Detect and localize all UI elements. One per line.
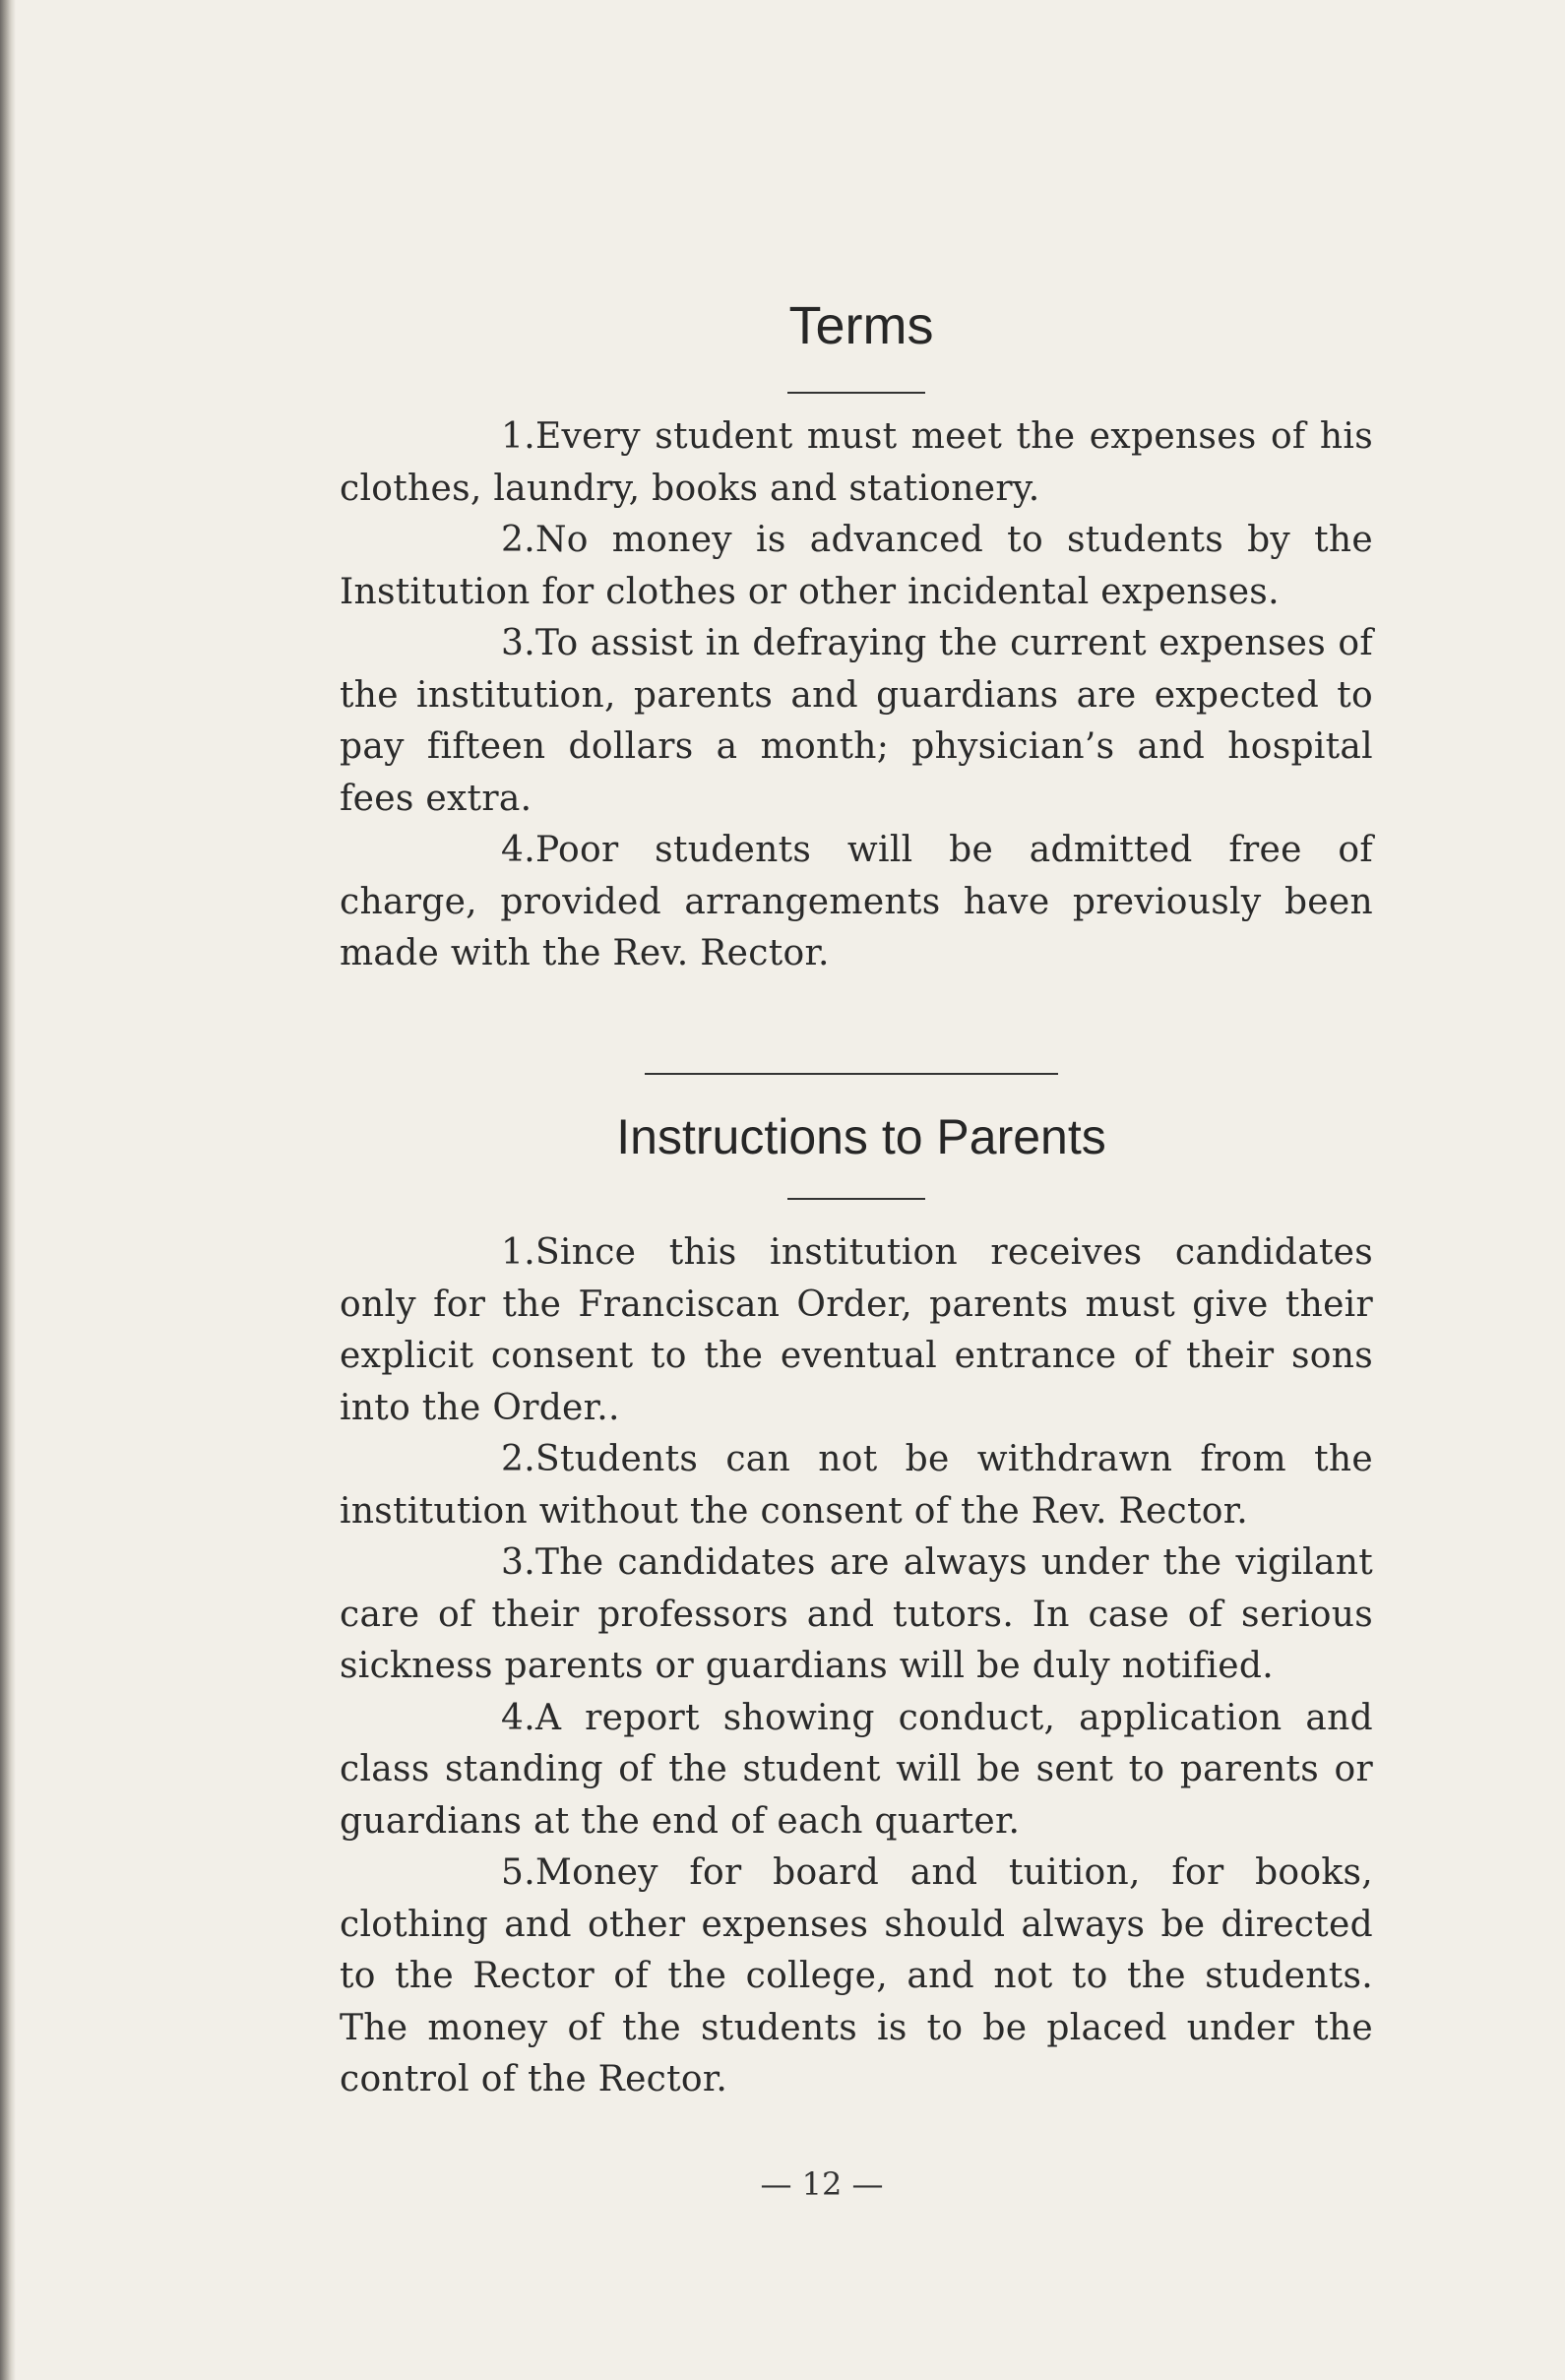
item-text: A report showing conduct, application and class standing of the student will be sent to parents or guardians at the end of each quarter.: [340, 1697, 1373, 1842]
terms-item-2: [340, 515, 1373, 618]
item-number: 4.: [501, 830, 535, 870]
instructions-item-5: [340, 1848, 1373, 2106]
instructions-list: [340, 1227, 1373, 2106]
terms-heading: Terms: [788, 296, 934, 355]
item-text: Poor students will be admitted free of charge, provided arrangements have previously been made with the Rev. Rector.: [340, 830, 1373, 973]
terms-item-1: [340, 411, 1373, 515]
item-text: To assist in defraying the current expenses of the institution, parents and guardians are expected to pay fifteen dollars a month; physician’s and hospital fees extra.: [340, 623, 1373, 819]
instructions-item-4: [340, 1693, 1373, 1848]
item-number: 2.: [501, 1439, 535, 1479]
instructions-heading: Instructions to Parents: [616, 1109, 1106, 1164]
item-number: 3.: [501, 623, 535, 663]
item-text: Money for board and tuition, for books, clothing and other expenses should always be directed to the Rector of the college, and not to the students. The money of the students is to be placed under the control of the Rector.: [340, 1852, 1373, 2099]
item-number: 1.: [501, 416, 535, 457]
terms-list: [340, 411, 1373, 980]
item-text: Every student must meet the expenses of his clothes, laundry, books and stationery.: [340, 416, 1373, 509]
item-number: 1.: [501, 1232, 535, 1273]
instructions-heading-underline: [787, 1198, 925, 1200]
item-text: Since this institution receives candidates only for the Franciscan Order, parents must give their explicit consent to the eventual entrance of their sons into the Order..: [340, 1232, 1373, 1428]
instructions-item-1: [340, 1227, 1373, 1434]
item-text: No money is advanced to students by the Institution for clothes or other incidental expenses.: [340, 520, 1373, 612]
terms-item-3: [340, 618, 1373, 825]
page-number: — 12 —: [760, 2165, 884, 2203]
item-text: Students can not be withdrawn from the institution without the consent of the Rev. Rector.: [340, 1439, 1373, 1532]
instructions-item-3: [340, 1537, 1373, 1693]
item-text: The candidates are always under the vigilant care of their professors and tutors. In case of serious sickness parents or guardians will be duly notified.: [340, 1542, 1373, 1686]
terms-item-4: [340, 825, 1373, 980]
instructions-item-2: [340, 1434, 1373, 1537]
item-number: 3.: [501, 1542, 535, 1583]
item-number: 5.: [501, 1852, 535, 1893]
item-number: 2.: [501, 520, 535, 560]
section-divider: [645, 1073, 1058, 1075]
item-number: 4.: [501, 1697, 535, 1738]
terms-heading-underline: [787, 392, 925, 394]
